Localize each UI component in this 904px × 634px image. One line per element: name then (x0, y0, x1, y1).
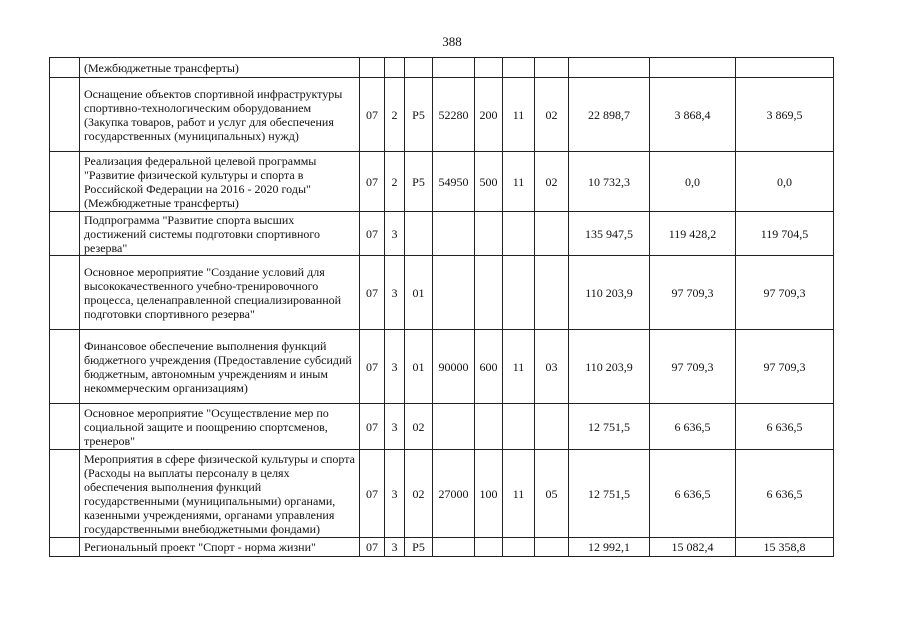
cell-expense-type (475, 404, 503, 450)
cell-expense-type: 500 (475, 152, 503, 212)
cell-expense-type (475, 58, 503, 78)
row-index-cell (50, 78, 80, 152)
cell-amount-year3: 97 709,3 (736, 256, 834, 330)
table-row (50, 256, 834, 330)
cell-amount-year1 (569, 58, 650, 78)
budget-table-wrapper (49, 57, 834, 557)
cell-subprogram: 3 (385, 330, 405, 404)
row-index-cell (50, 330, 80, 404)
cell-amount-year2 (650, 58, 736, 78)
cell-event: 02 (405, 450, 433, 538)
cell-expense-type (475, 538, 503, 557)
cell-direction (433, 404, 475, 450)
cell-expense-type: 100 (475, 450, 503, 538)
cell-subchapter: 05 (535, 450, 569, 538)
cell-subchapter: 02 (535, 152, 569, 212)
row-name: (Межбюджетные трансферты) (80, 58, 360, 78)
cell-subchapter (535, 212, 569, 256)
cell-amount-year1: 22 898,7 (569, 78, 650, 152)
row-index-cell (50, 538, 80, 557)
row-index-cell (50, 404, 80, 450)
cell-chapter: 11 (503, 152, 535, 212)
cell-amount-year2: 97 709,3 (650, 256, 736, 330)
cell-amount-year2: 3 868,4 (650, 78, 736, 152)
cell-amount-year1: 12 992,1 (569, 538, 650, 557)
cell-amount-year3 (736, 58, 834, 78)
cell-direction: 90000 (433, 330, 475, 404)
cell-amount-year1: 110 203,9 (569, 256, 650, 330)
table-row (50, 78, 834, 152)
row-name: Региональный проект "Спорт - норма жизни" (80, 538, 360, 557)
cell-subchapter: 03 (535, 330, 569, 404)
cell-chapter (503, 256, 535, 330)
cell-amount-year2: 0,0 (650, 152, 736, 212)
budget-table (49, 57, 834, 557)
cell-amount-year3: 6 636,5 (736, 404, 834, 450)
cell-section (360, 58, 385, 78)
row-index-cell (50, 152, 80, 212)
cell-direction (433, 538, 475, 557)
cell-amount-year3: 0,0 (736, 152, 834, 212)
cell-event: 01 (405, 330, 433, 404)
cell-event (405, 58, 433, 78)
row-index-cell (50, 256, 80, 330)
table-row (50, 538, 834, 557)
cell-chapter (503, 538, 535, 557)
cell-direction: 54950 (433, 152, 475, 212)
cell-chapter (503, 58, 535, 78)
cell-section: 07 (360, 78, 385, 152)
cell-chapter: 11 (503, 78, 535, 152)
cell-amount-year1: 110 203,9 (569, 330, 650, 404)
table-row (50, 212, 834, 256)
cell-subchapter (535, 404, 569, 450)
cell-subprogram: 2 (385, 78, 405, 152)
cell-event: Р5 (405, 152, 433, 212)
cell-chapter (503, 404, 535, 450)
table-row (50, 330, 834, 404)
row-index-cell (50, 450, 80, 538)
cell-expense-type (475, 256, 503, 330)
cell-subchapter: 02 (535, 78, 569, 152)
cell-chapter (503, 212, 535, 256)
cell-event: 01 (405, 256, 433, 330)
table-row (50, 450, 834, 538)
cell-subchapter (535, 256, 569, 330)
cell-subprogram: 3 (385, 450, 405, 538)
cell-section: 07 (360, 330, 385, 404)
cell-subprogram: 3 (385, 256, 405, 330)
cell-subprogram (385, 58, 405, 78)
cell-amount-year1: 135 947,5 (569, 212, 650, 256)
cell-subprogram: 3 (385, 538, 405, 557)
cell-amount-year1: 10 732,3 (569, 152, 650, 212)
cell-direction: 52280 (433, 78, 475, 152)
cell-amount-year3: 3 869,5 (736, 78, 834, 152)
cell-subchapter (535, 538, 569, 557)
cell-amount-year3: 97 709,3 (736, 330, 834, 404)
row-index-cell (50, 212, 80, 256)
cell-direction (433, 256, 475, 330)
cell-amount-year3: 119 704,5 (736, 212, 834, 256)
row-name: Основное мероприятие "Осуществление мер по социальной защите и поощрению спортсменов, тренеров" (80, 404, 360, 450)
cell-section: 07 (360, 256, 385, 330)
cell-subprogram: 3 (385, 404, 405, 450)
cell-amount-year2: 15 082,4 (650, 538, 736, 557)
cell-expense-type: 600 (475, 330, 503, 404)
cell-subprogram: 3 (385, 212, 405, 256)
cell-direction (433, 58, 475, 78)
cell-direction: 27000 (433, 450, 475, 538)
cell-section: 07 (360, 404, 385, 450)
cell-chapter: 11 (503, 450, 535, 538)
row-name: Подпрограмма "Развитие спорта высших достижений системы подготовки спортивного резерва" (80, 212, 360, 256)
cell-amount-year2: 6 636,5 (650, 450, 736, 538)
cell-expense-type (475, 212, 503, 256)
cell-section: 07 (360, 450, 385, 538)
cell-event: Р5 (405, 78, 433, 152)
cell-event (405, 212, 433, 256)
cell-amount-year1: 12 751,5 (569, 404, 650, 450)
row-name: Мероприятия в сфере физической культуры и спорта (Расходы на выплаты персоналу в целях обеспечения выполнения функций государственными (муниципальными) органами, казенными учреждениями, органами управления государственными внебюджетными фондами) (80, 450, 360, 538)
row-name: Финансовое обеспечение выполнения функций бюджетного учреждения (Предоставление субсидий бюджетным, автономным учреждениям и иным некоммерческим организациям) (80, 330, 360, 404)
cell-amount-year3: 15 358,8 (736, 538, 834, 557)
table-row (50, 404, 834, 450)
cell-subchapter (535, 58, 569, 78)
cell-event: 02 (405, 404, 433, 450)
cell-amount-year1: 12 751,5 (569, 450, 650, 538)
page-number: 388 (442, 34, 462, 49)
cell-expense-type: 200 (475, 78, 503, 152)
cell-section: 07 (360, 538, 385, 557)
cell-amount-year2: 6 636,5 (650, 404, 736, 450)
cell-chapter: 11 (503, 330, 535, 404)
cell-amount-year2: 97 709,3 (650, 330, 736, 404)
cell-amount-year2: 119 428,2 (650, 212, 736, 256)
cell-direction (433, 212, 475, 256)
row-name: Основное мероприятие "Создание условий для высококачественного учебно-тренировочного процесса, целенаправленной специализированной подготовки спортивного резерва" (80, 256, 360, 330)
cell-section: 07 (360, 212, 385, 256)
table-row (50, 58, 834, 78)
cell-subprogram: 2 (385, 152, 405, 212)
table-row (50, 152, 834, 212)
cell-amount-year3: 6 636,5 (736, 450, 834, 538)
row-index-cell (50, 58, 80, 78)
row-name: Оснащение объектов спортивной инфраструктуры спортивно-технологическим оборудованием (Закупка товаров, работ и услуг для обеспечения государственных (муниципальных) нужд) (80, 78, 360, 152)
cell-section: 07 (360, 152, 385, 212)
row-name: Реализация федеральной целевой программы "Развитие физической культуры и спорта в Российской Федерации на 2016 - 2020 годы" (Межбюджетные трансферты) (80, 152, 360, 212)
cell-event: Р5 (405, 538, 433, 557)
